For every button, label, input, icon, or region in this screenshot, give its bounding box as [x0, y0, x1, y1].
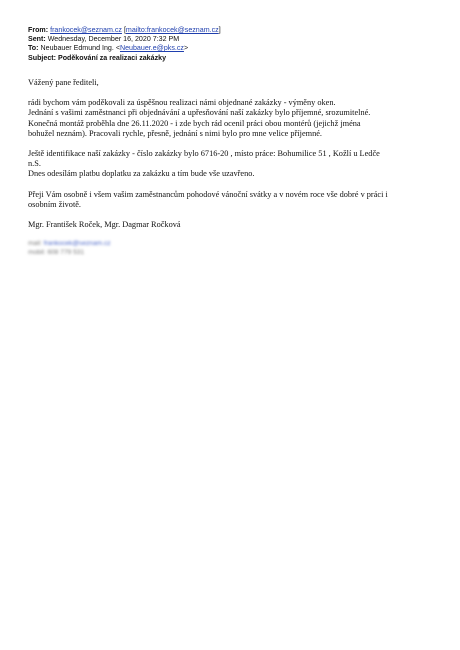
from-row	[28, 26, 448, 35]
redacted-mail-label: mail:	[28, 240, 42, 248]
sent-row	[28, 35, 448, 44]
from-label: From:	[28, 26, 49, 34]
paragraph-line: n.S.	[28, 159, 41, 169]
redacted-mobil-value: 608 779 531	[47, 248, 85, 256]
paragraph-line: osobním životě.	[28, 199, 82, 209]
to-row	[28, 44, 448, 53]
paragraph-line: Ještě identifikace naší zakázky - číslo zakázky bylo 6716-20 , místo práce: Bohumilice 51 , Kožlí u Ledče	[28, 149, 380, 159]
from-bracket-open: [	[123, 26, 126, 34]
redacted-contact	[28, 240, 438, 257]
paragraph-line: Dnes odesílám platbu doplatku za zakázku a tím bude vše uzavřeno.	[28, 169, 255, 179]
paragraph-order-identification	[28, 149, 438, 180]
signature: Mgr. František Roček, Mgr. Dagmar Ročková	[28, 220, 181, 230]
to-label: To:	[28, 44, 39, 53]
to-email-link[interactable]: Neubauer.e@pks.cz	[119, 44, 184, 53]
subject-label: Subject:	[28, 53, 56, 62]
sent-value: Wednesday, December 16, 2020 7:32 PM	[47, 35, 180, 44]
subject-row	[28, 54, 448, 63]
paragraph-line: rádi bychom vám poděkovali za úspěšnou realizaci námi objednané zakázky - výměny oken.	[28, 98, 336, 108]
paragraph-line: bohužel neznám). Pracovali rychle, přesně, jednání s nimi bylo pro mne velice příjemné.	[28, 128, 322, 138]
greeting: Vážený pane řediteli,	[28, 78, 99, 87]
paragraph-thanks	[28, 98, 438, 139]
paragraph-line: Konečná montáž proběhla dne 26.11.2020 - i zde bych rád ocenil práci obou montérů (jejichž jména	[28, 118, 361, 128]
sent-label: Sent:	[28, 35, 46, 44]
email-body	[28, 78, 438, 257]
from-bracket-close: ]	[218, 26, 221, 34]
to-close: >	[183, 44, 189, 53]
redacted-mail-row	[28, 240, 438, 249]
paragraph-line: Přeji Vám osobně i všem vašim zaměstnancům pohodové vánoční svátky a v novém roce vše dobré v práci i	[28, 189, 388, 199]
email-header	[28, 26, 448, 63]
to-name: Neubauer Edmund Ing. <	[40, 44, 120, 53]
redacted-mobil-row	[28, 249, 438, 258]
subject-value: Poděkování za realizaci zakázky	[57, 53, 167, 62]
redacted-mail-value: frankocek@seznam.cz	[43, 240, 111, 248]
from-email-link[interactable]: frankocek@seznam.cz	[50, 26, 122, 34]
redacted-mobil-label: mobil:	[28, 248, 46, 256]
paragraph-wishes	[28, 190, 438, 210]
from-mailto-link[interactable]: mailto:frankocek@seznam.cz	[125, 26, 219, 34]
paragraph-line: Jednání s vašimi zaměstnanci při objednávání a upřesňování naší zakázky bylo příjemné, srozumitelné.	[28, 108, 371, 118]
